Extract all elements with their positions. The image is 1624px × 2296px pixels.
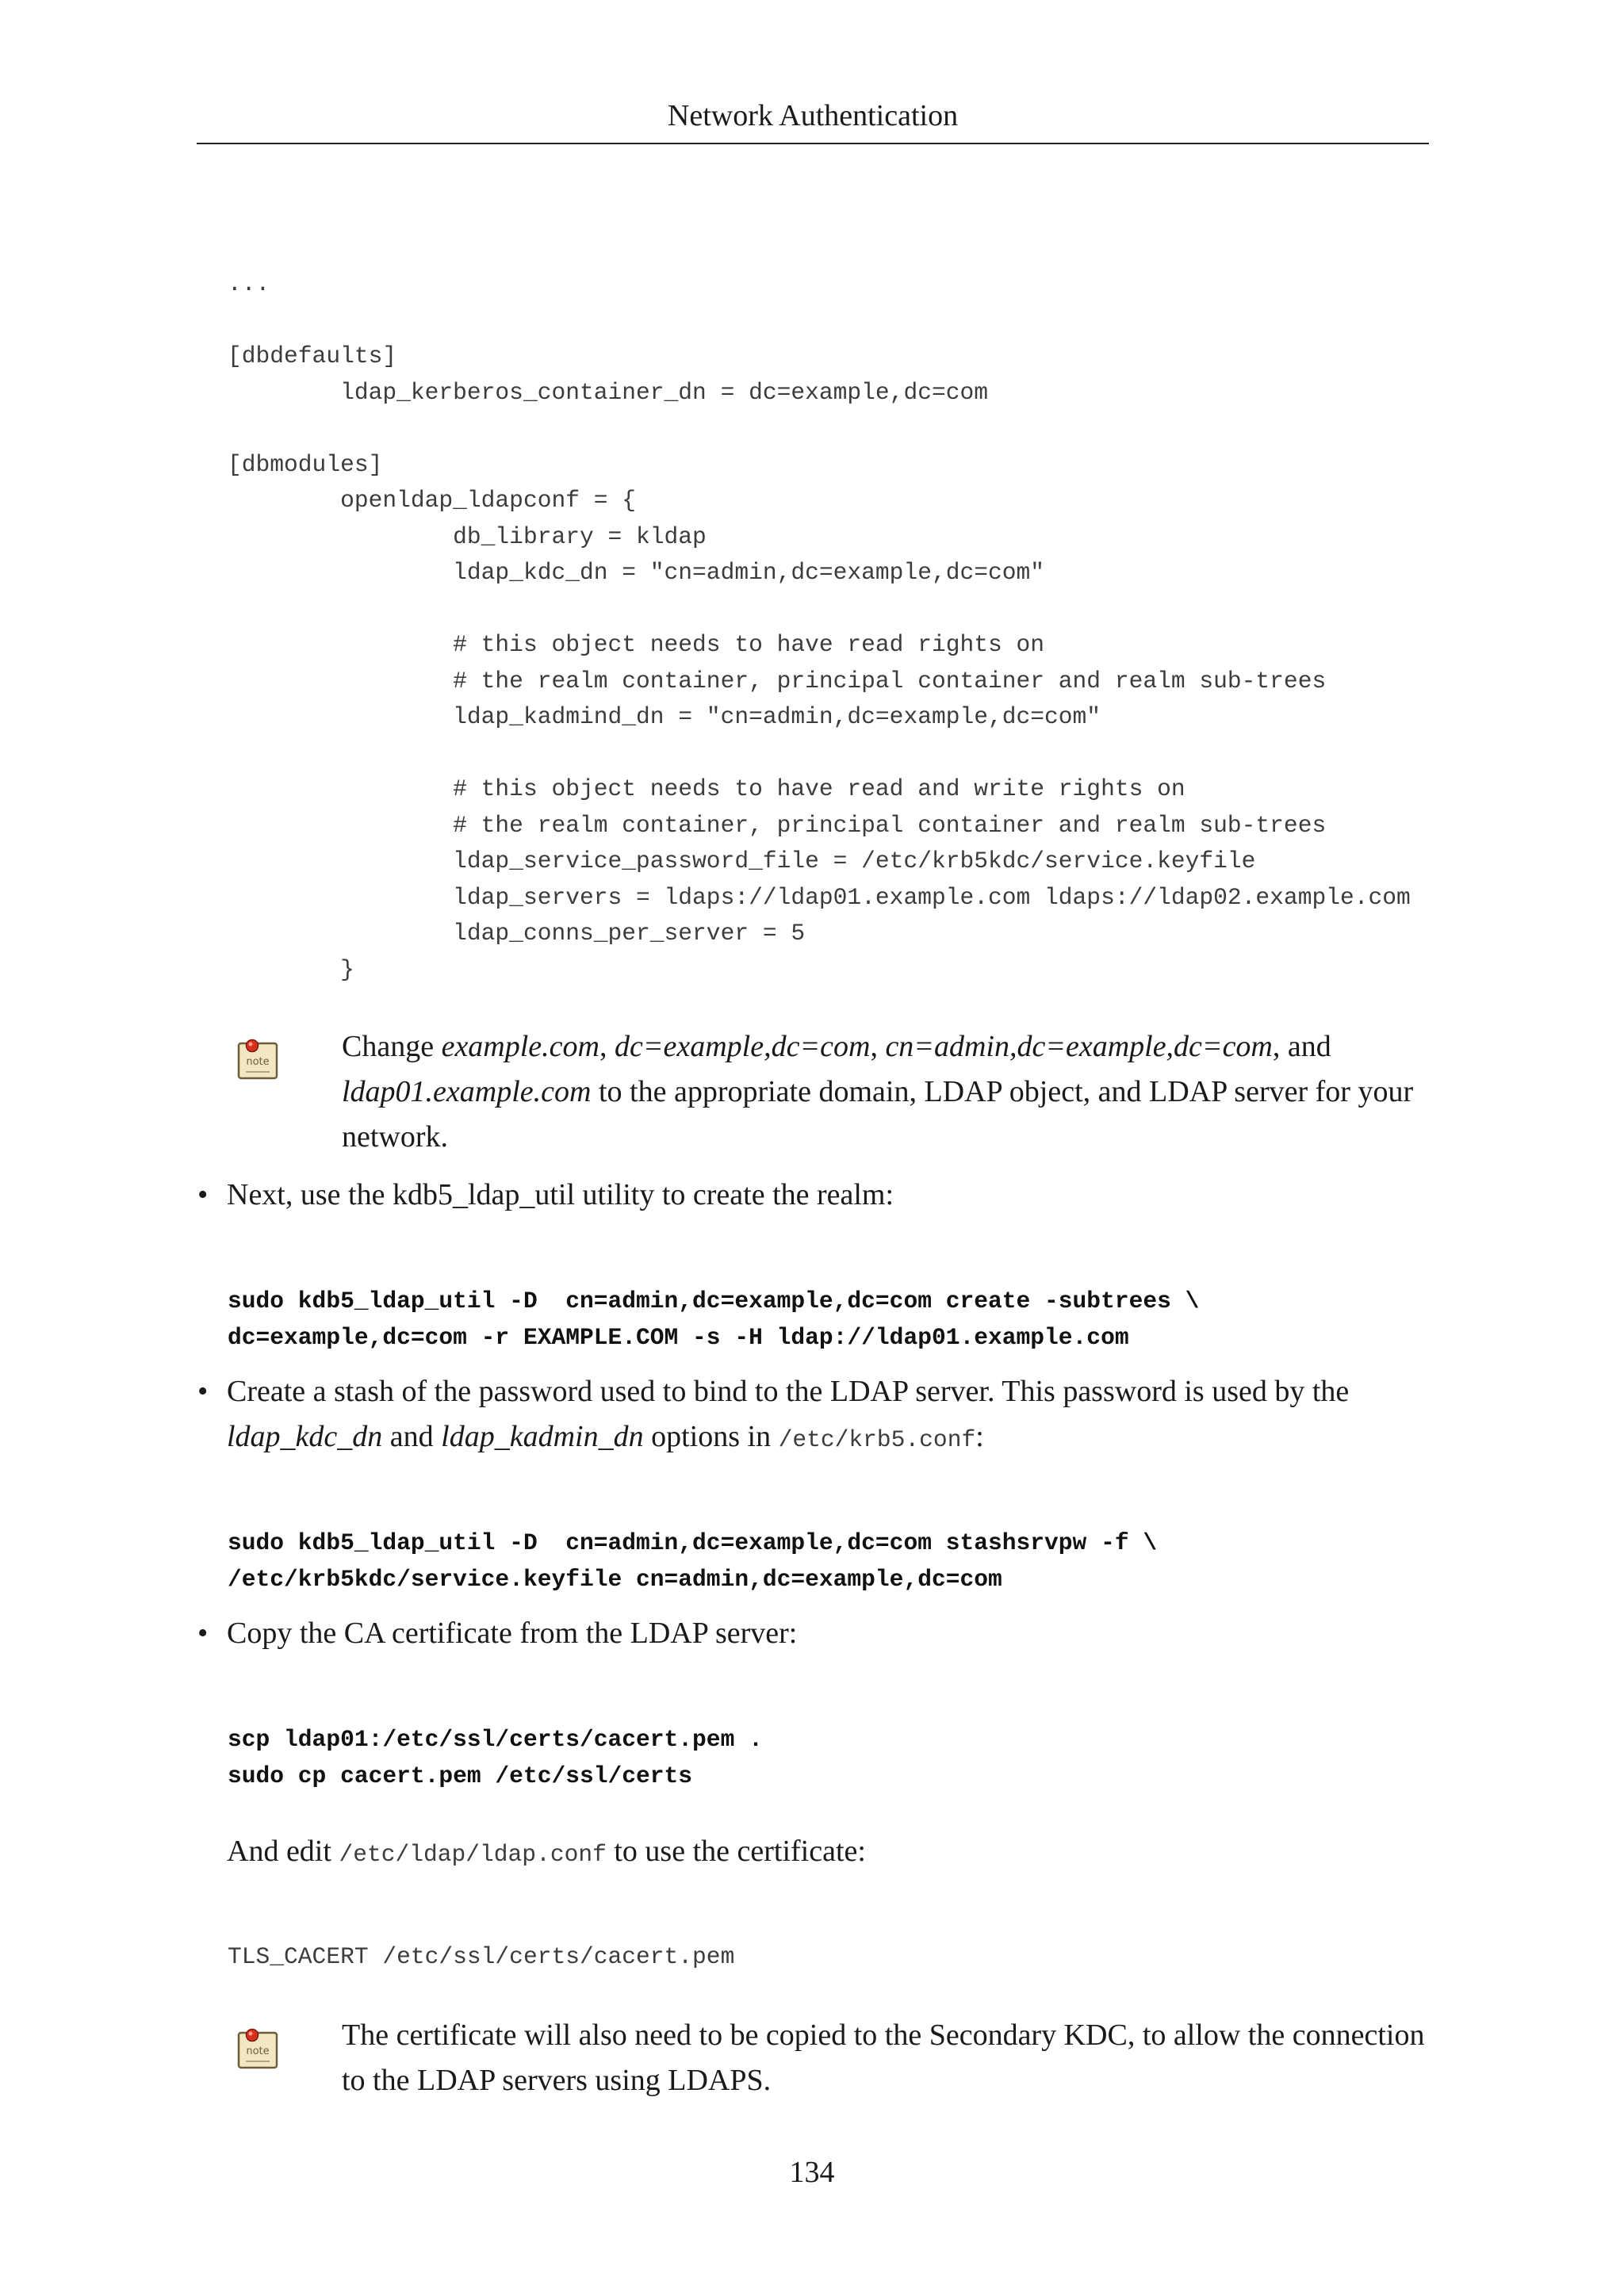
note-text: The certificate will also need to be copied to the Secondary KDC, to allow the connection to the LDAP servers using LDAPS. — [342, 2019, 1425, 2097]
bullet-marker: • — [197, 1178, 209, 1211]
krb5-conf-path: /etc/krb5.conf — [778, 1426, 976, 1453]
bullet-text-create-realm: Next, use the kdb5_ldap_util utility to create the realm: — [227, 1178, 894, 1211]
copy-ca-cert-command: scp ldap01:/etc/ssl/certs/cacert.pem . sudo cp cacert.pem /etc/ssl/certs — [228, 1726, 763, 1789]
tls-cacert-config-line: TLS_CACERT /etc/ssl/certs/cacert.pem — [228, 1943, 735, 1970]
stash-password-command: sudo kdb5_ldap_util -D cn=admin,dc=example,dc=com stashsrvpw -f \ /etc/krb5kdc/service.keyfile cn=admin,dc=example,dc=com — [228, 1529, 1158, 1593]
page-number: 134 — [789, 2156, 835, 2189]
note-icon-label: note — [246, 1056, 270, 1068]
ldap-conf-path: /etc/ldap/ldap.conf — [339, 1841, 607, 1868]
header-rule — [197, 143, 1429, 144]
note-icon — [236, 2026, 281, 2072]
note-text: Change example.com, dc=example,dc=com, cn=admin,dc=example,dc=com, and ldap01.example.com to the appropriate domain, LDAP object, and LDAP server for your network. — [342, 1030, 1414, 1154]
bullet-marker: • — [197, 1617, 209, 1650]
bullet-text-stash-password: Create a stash of the password used to bind to the LDAP server. This password is used by the ldap_kdc_dn and ldap_kadmin_dn options in /etc/krb5.conf: — [227, 1375, 1350, 1453]
bullet-text-copy-ca-cert: Copy the CA certificate from the LDAP server: — [227, 1617, 798, 1650]
edit-ldap-conf-text: And edit /etc/ldap/ldap.conf to use the certificate: — [227, 1835, 866, 1868]
page-header-title: Network Authentication — [667, 99, 959, 132]
note-icon — [236, 1037, 281, 1083]
create-realm-command: sudo kdb5_ldap_util -D cn=admin,dc=example,dc=com create -subtrees \ dc=example,dc=com -r EXAMPLE.COM -s -H ldap://ldap01.example.com — [228, 1288, 1200, 1351]
bullet-marker: • — [197, 1375, 209, 1408]
note-icon-label: note — [246, 2045, 270, 2057]
krb5-config-code-block: ... [dbdefaults] ldap_kerberos_container_dn = dc=example,dc=com [dbmodules] openldap_ldapconf = { db_library = kldap ldap_kdc_dn = "cn=admin,dc=example,dc=com" # this object needs to have read rights on # the realm container, principal container and realm sub-trees ldap_kadmind_dn = "cn=admin,dc=example,dc=com" # this object needs to have read and write rights on # the realm container, principal container and realm sub-trees ldap_service_password_file = /etc/krb5kdc/service.keyfile ldap_servers = ldaps://ldap01.example.com ldaps://ldap02.example.com ldap_conns_per_server = 5 } — [228, 270, 1411, 983]
